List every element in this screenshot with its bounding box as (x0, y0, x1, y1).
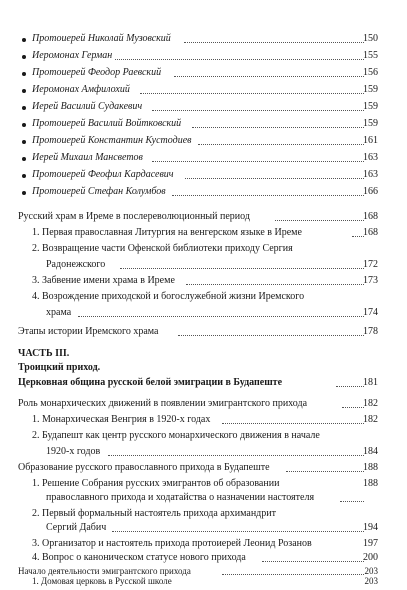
leader-dots (178, 335, 364, 336)
page-number: 178 (363, 326, 378, 337)
page-number: 200 (363, 552, 378, 563)
leader-dots (152, 110, 364, 111)
leader-dots (192, 127, 364, 128)
page-number: 203 (364, 566, 378, 576)
page-number: 168 (363, 211, 378, 222)
page-number: 168 (363, 227, 378, 238)
page-number: 174 (363, 307, 378, 318)
bullet-icon (22, 89, 26, 93)
page-number: 182 (363, 398, 378, 409)
leader-dots (152, 161, 364, 162)
subsection-item: 1. Решение Собрания русских эмигрантов об образовании (32, 478, 280, 489)
bullet-icon (22, 106, 26, 110)
page-number: 150 (363, 33, 378, 44)
leader-dots (172, 195, 364, 196)
list-item: Иеромонах Амфилохий (32, 84, 130, 95)
page-number: 159 (363, 101, 378, 112)
list-item: Протоиерей Стефан Колумбов (32, 186, 166, 197)
part-subheading: Троицкий приход. (18, 362, 101, 373)
page-number: 166 (363, 186, 378, 197)
page-number: 163 (363, 152, 378, 163)
leader-dots (174, 76, 364, 77)
subsection-item-cont: храма (46, 307, 72, 318)
subsection-item: 2. Будапешт как центр русского монархического движения в начале (32, 430, 320, 441)
bullet-icon (22, 38, 26, 42)
bullet-icon (22, 157, 26, 161)
section-title: Образование русского православного прихода в Будапеште (18, 462, 270, 473)
part-title: Церковная община русской белой эмиграции в Будапеште (18, 377, 283, 388)
bullet-icon (22, 72, 26, 76)
page-number: 188 (363, 478, 378, 489)
page-number: 197 (363, 538, 378, 549)
leader-dots (222, 574, 364, 575)
leader-dots (184, 42, 364, 43)
section-title: Русский храм в Иреме в послереволюционный период (18, 211, 250, 222)
list-item: Протоиерей Феодор Раевский (32, 67, 162, 78)
bullet-icon (22, 174, 26, 178)
list-item: Протоиерей Феофил Кардасевич (32, 169, 174, 180)
subsection-item-cont: Радонежского (46, 259, 106, 270)
subsection-item: 1. Домовая церковь в Русской школе (32, 576, 172, 586)
subsection-item: 2. Возвращение части Офенской библиотеки приходу Сергия (32, 243, 293, 254)
page-number: 181 (363, 377, 378, 388)
page-number: 194 (363, 522, 378, 533)
subsection-item-cont: православного прихода и ходатайства о назначении настоятеля (46, 492, 315, 503)
subsection-item: 2. Первый формальный настоятель прихода архимандрит (32, 508, 276, 519)
page-number: 203 (364, 576, 378, 586)
subsection-item: 1. Монархическая Венгрия в 1920-х годах (32, 414, 211, 425)
list-item: Протоиерей Николай Музовский (32, 33, 171, 44)
leader-dots (185, 178, 364, 179)
leader-dots (340, 501, 364, 502)
page-number: 182 (363, 414, 378, 425)
list-item: Иеромонах Герман (32, 50, 113, 61)
list-item: Иерей Василий Судакевич (32, 101, 143, 112)
leader-dots (108, 455, 364, 456)
subsection-item: 4. Вопрос о каноническом статусе нового прихода (32, 552, 246, 563)
bullet-icon (22, 140, 26, 144)
leader-dots (120, 268, 364, 269)
subsection-item-cont: Сергий Дабич (46, 522, 107, 533)
leader-dots (78, 316, 364, 317)
page-number: 188 (363, 462, 378, 473)
section-title: Начало деятельности эмигрантского прихода (18, 566, 191, 576)
bullet-icon (22, 191, 26, 195)
leader-dots (140, 93, 364, 94)
section-title: Роль монархических движений в появлении эмигрантского прихода (18, 398, 308, 409)
page-number: 156 (363, 67, 378, 78)
page-number: 159 (363, 84, 378, 95)
leader-dots (186, 284, 364, 285)
leader-dots (115, 59, 364, 60)
part-heading: ЧАСТЬ III. (18, 348, 70, 359)
subsection-item: 3. Забвение имени храма в Иреме (32, 275, 175, 286)
section-title: Этапы истории Иремского храма (18, 326, 159, 337)
subsection-item-cont: 1920-х годов (46, 446, 101, 457)
list-item: Протоиерей Константин Кустодиев (32, 135, 192, 146)
page-number: 163 (363, 169, 378, 180)
page-number: 173 (363, 275, 378, 286)
subsection-item: 3. Организатор и настоятель прихода протоиерей Леонид Розанов (32, 538, 312, 549)
list-item: Иерей Михаил Мансветов (32, 152, 143, 163)
leader-dots (198, 144, 364, 145)
page-number: 159 (363, 118, 378, 129)
subsection-item: 4. Возрождение приходской и богослужебной жизни Иремского (32, 291, 305, 302)
subsection-item: 1. Первая православная Литургия на венгерском языке в Иреме (32, 227, 302, 238)
list-item: Протоиерей Василий Войтковский (32, 118, 182, 129)
bullet-icon (22, 123, 26, 127)
page-number: 172 (363, 259, 378, 270)
leader-dots (222, 423, 364, 424)
page-number: 184 (363, 446, 378, 457)
page-number: 155 (363, 50, 378, 61)
leader-dots (112, 531, 364, 532)
page-number: 161 (363, 135, 378, 146)
bullet-icon (22, 55, 26, 59)
